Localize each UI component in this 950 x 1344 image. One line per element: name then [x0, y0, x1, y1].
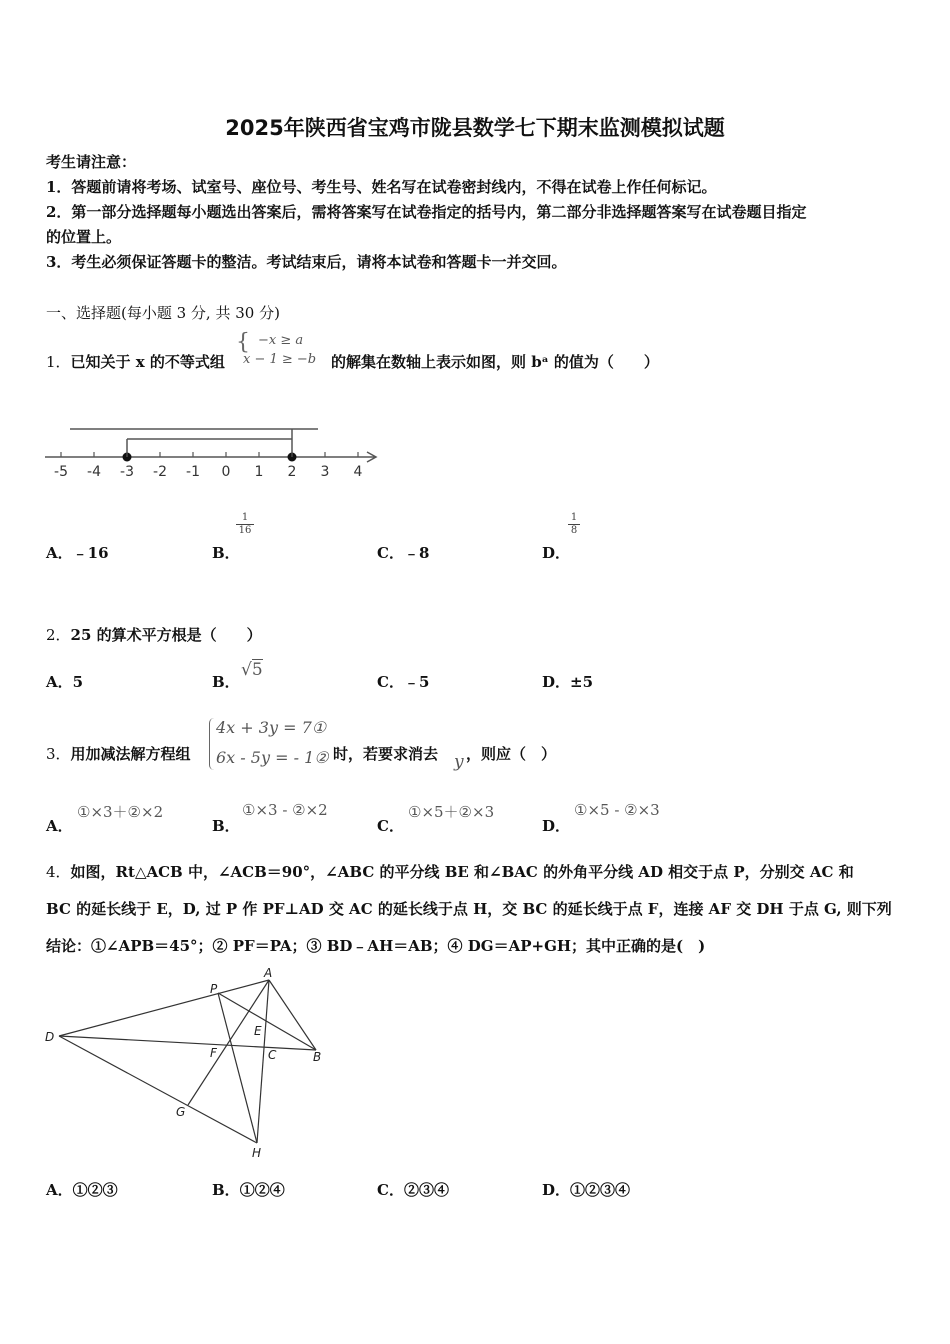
geometry-figure — [40, 965, 340, 1165]
axis-tick-label: 1 — [254, 464, 264, 480]
axis-ticks — [54, 452, 363, 480]
brace-icon: { — [236, 330, 250, 355]
question-number: 2． — [46, 626, 71, 644]
question-text: 结论：①∠APB＝45°；② PF＝PA；③ BD﹣AH＝AB；④ DG＝AP+GH；其中正确的是( ) — [46, 937, 706, 955]
question-number: 3． — [46, 745, 71, 763]
sqrt-icon: √ — [241, 660, 252, 680]
option-label: D． — [542, 817, 571, 835]
notice-heading: 考生请注意： — [46, 153, 137, 171]
axis-tick-label: -1 — [186, 464, 200, 480]
segment-PH — [218, 993, 257, 1143]
fraction-numerator: 1 — [241, 512, 249, 523]
question-text: 25 的算术平方根是（ ） — [70, 626, 262, 644]
label-G: G — [176, 1105, 186, 1119]
label-E: E — [254, 1024, 262, 1038]
option-label: C． — [377, 673, 404, 691]
option-text: ①×3 - ②×2 — [242, 801, 328, 819]
option-text: ①×3＋②×2 — [77, 803, 164, 821]
label-P: P — [210, 982, 218, 996]
equation-2: 6x - 5y = - 1② — [216, 748, 329, 767]
question-text: 时，若要求消去 — [333, 745, 439, 763]
option-label: D． — [542, 1181, 571, 1199]
fraction-numerator: 1 — [570, 512, 578, 523]
question-text: 用加减法解方程组 — [70, 745, 191, 763]
axis-tick-label: 4 — [353, 464, 363, 480]
option-text: ①×5＋②×3 — [408, 803, 495, 821]
option-text: 5 — [72, 673, 84, 691]
question-text: ，则应（ ） — [466, 745, 557, 763]
option-label: D． — [542, 544, 571, 562]
question-text: 已知关于 x 的不等式组 — [70, 353, 225, 371]
page-title: 2025年陕西省宝鸡市陇县数学七下期末监测模拟试题 — [225, 116, 725, 140]
section-heading: 一、选择题(每小题 3 分, 共 30 分) — [46, 304, 280, 322]
axis-tick-label: -4 — [87, 464, 101, 480]
notice-item: 的位置上。 — [46, 228, 122, 246]
option-label: C． — [377, 817, 404, 835]
segment-DH — [59, 1036, 257, 1143]
option-label: A． — [46, 817, 73, 835]
question-text: 的解集在数轴上表示如图，则 bᵃ 的值为（ ） — [331, 353, 659, 371]
axis-tick-label: -3 — [120, 464, 134, 480]
segment-DB — [59, 1036, 316, 1050]
axis-tick-label: 0 — [221, 464, 231, 480]
option-text: ②③④ — [403, 1181, 449, 1199]
label-F: F — [210, 1046, 217, 1060]
option-label: C． — [377, 544, 404, 562]
fraction — [236, 512, 254, 536]
axis-tick-label: -2 — [153, 464, 167, 480]
option-text: ﹣8 — [403, 544, 430, 562]
notice-item: 3．考生必须保证答题卡的整洁。考试结束后，请将本试卷和答题卡一并交回。 — [46, 253, 567, 271]
option-text: ①②③④ — [570, 1181, 631, 1199]
label-D: D — [45, 1030, 55, 1044]
axis-tick-label: 3 — [320, 464, 330, 480]
label-B: B — [313, 1050, 322, 1064]
option-text: ﹣16 — [72, 544, 109, 562]
label-H: H — [252, 1146, 262, 1160]
brace-icon — [209, 718, 214, 770]
equation-1: 4x + 3y = 7① — [216, 718, 327, 737]
variable-y: y — [454, 752, 464, 772]
option-label: B． — [212, 544, 240, 562]
axis-tick-label: 2 — [287, 464, 297, 480]
fraction — [568, 512, 580, 536]
option-label: D． — [542, 673, 571, 691]
option-label: A． — [46, 544, 73, 562]
sqrt-radicand: 5 — [251, 660, 263, 680]
axis-tick-label: -5 — [54, 464, 68, 480]
option-label: B． — [212, 817, 240, 835]
option-text: ①②④ — [239, 1181, 285, 1199]
notice-item: 2．第一部分选择题每小题选出答案后，需将答案写在试卷指定的括号内，第二部分非选择题答案写在试卷题目指定 — [46, 203, 807, 221]
question-number: 1． — [46, 353, 71, 371]
option-text: ±5 — [570, 673, 594, 691]
number-line — [40, 420, 385, 484]
option-label: C． — [377, 1181, 404, 1199]
option-label: A． — [46, 673, 73, 691]
notice-item: 1．答题前请将考场、试室号、座位号、考生号、姓名写在试卷密封线内，不得在试卷上作任何标记。 — [46, 178, 717, 196]
option-text: ﹣5 — [403, 673, 430, 691]
option-text: ①②③ — [72, 1181, 118, 1199]
question-number: 4． — [46, 863, 71, 881]
inequality-1: −x ≥ a — [258, 333, 304, 348]
fraction-denominator: 8 — [568, 524, 580, 536]
fraction-denominator: 16 — [236, 524, 254, 536]
option-label: B． — [212, 673, 240, 691]
label-C: C — [268, 1048, 277, 1062]
question-text: 如图，Rt△ACB 中，∠ACB＝90°，∠ABC 的平分线 BE 和∠BAC 的外角平分线 AD 相交于点 P，分别交 AC 和 — [70, 863, 854, 881]
segment-AB — [269, 980, 316, 1050]
question-text: BC 的延长线于 E，D, 过 P 作 PF⊥AD 交 AC 的延长线于点 H，交 BC 的延长线于点 F，连接 AF 交 DH 于点 G, 则下列 — [46, 900, 892, 918]
option-label: A． — [46, 1181, 73, 1199]
sqrt-expression — [241, 660, 263, 680]
label-A: A — [264, 966, 273, 980]
inequality-2: x − 1 ≥ −b — [243, 352, 317, 367]
option-label: B． — [212, 1181, 240, 1199]
option-text: ①×5 - ②×3 — [574, 801, 660, 819]
